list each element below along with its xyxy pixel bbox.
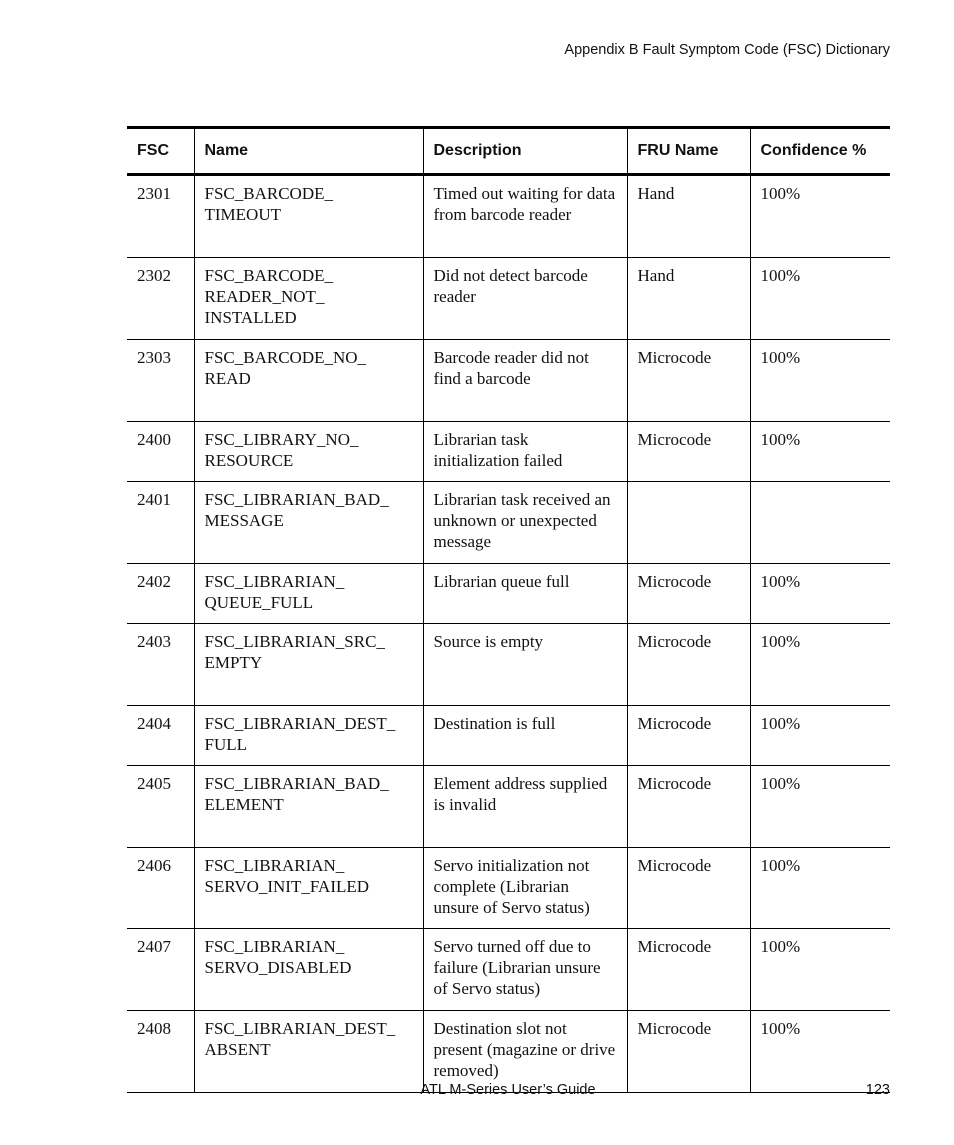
running-header: Appendix B Fault Symptom Code (FSC) Dictionary bbox=[564, 42, 890, 58]
cell-fru-name: Microcode bbox=[627, 766, 750, 848]
cell-description: Barcode reader did not find a barcode bbox=[423, 340, 627, 422]
cell-name: FSC_LIBRARIAN_ SERVO_INIT_FAILED bbox=[194, 848, 423, 929]
table-header-row bbox=[127, 128, 890, 175]
cell-fru-name: Hand bbox=[627, 175, 750, 258]
cell-fru-name: Hand bbox=[627, 258, 750, 340]
cell-confidence: 100% bbox=[750, 258, 890, 340]
table-row bbox=[127, 766, 890, 848]
table-row bbox=[127, 258, 890, 340]
cell-fsc: 2402 bbox=[127, 564, 194, 624]
cell-description: Librarian task initialization failed bbox=[423, 422, 627, 482]
table-row bbox=[127, 1011, 890, 1093]
cell-name: FSC_LIBRARIAN_BAD_ ELEMENT bbox=[194, 766, 423, 848]
table-row bbox=[127, 706, 890, 766]
cell-name: FSC_LIBRARIAN_SRC_ EMPTY bbox=[194, 624, 423, 706]
cell-name: FSC_LIBRARY_NO_ RESOURCE bbox=[194, 422, 423, 482]
cell-confidence: 100% bbox=[750, 422, 890, 482]
cell-description: Timed out waiting for data from barcode reader bbox=[423, 175, 627, 258]
cell-description: Librarian task received an unknown or unexpected message bbox=[423, 482, 627, 564]
cell-description: Destination is full bbox=[423, 706, 627, 766]
table-row bbox=[127, 624, 890, 706]
cell-description: Destination slot not present (magazine or drive removed) bbox=[423, 1011, 627, 1093]
cell-fsc: 2406 bbox=[127, 848, 194, 929]
cell-fru-name: Microcode bbox=[627, 422, 750, 482]
cell-fru-name bbox=[627, 482, 750, 564]
cell-confidence: 100% bbox=[750, 175, 890, 258]
cell-fsc: 2408 bbox=[127, 1011, 194, 1093]
table-row bbox=[127, 422, 890, 482]
column-header-fsc: FSC bbox=[127, 128, 194, 175]
cell-confidence: 100% bbox=[750, 1011, 890, 1093]
table-row bbox=[127, 564, 890, 624]
cell-description: Source is empty bbox=[423, 624, 627, 706]
cell-name: FSC_BARCODE_ TIMEOUT bbox=[194, 175, 423, 258]
cell-fru-name: Microcode bbox=[627, 564, 750, 624]
column-header-description: Description bbox=[423, 128, 627, 175]
cell-name: FSC_LIBRARIAN_ SERVO_DISABLED bbox=[194, 929, 423, 1011]
cell-fsc: 2403 bbox=[127, 624, 194, 706]
cell-description: Element address supplied is invalid bbox=[423, 766, 627, 848]
cell-confidence: 100% bbox=[750, 766, 890, 848]
column-header-fru-name: FRU Name bbox=[627, 128, 750, 175]
column-header-name: Name bbox=[194, 128, 423, 175]
table-row bbox=[127, 175, 890, 258]
cell-fsc: 2405 bbox=[127, 766, 194, 848]
table-row bbox=[127, 848, 890, 929]
cell-name: FSC_LIBRARIAN_DEST_ ABSENT bbox=[194, 1011, 423, 1093]
cell-fsc: 2404 bbox=[127, 706, 194, 766]
cell-name: FSC_LIBRARIAN_DEST_ FULL bbox=[194, 706, 423, 766]
cell-confidence: 100% bbox=[750, 564, 890, 624]
page-number: 123 bbox=[865, 1082, 890, 1098]
cell-fru-name: Microcode bbox=[627, 624, 750, 706]
cell-fsc: 2400 bbox=[127, 422, 194, 482]
cell-fsc: 2303 bbox=[127, 340, 194, 422]
cell-name: FSC_BARCODE_NO_ READ bbox=[194, 340, 423, 422]
cell-description: Servo initialization not complete (Librarian unsure of Servo status) bbox=[423, 848, 627, 929]
cell-confidence: 100% bbox=[750, 706, 890, 766]
cell-description: Did not detect barcode reader bbox=[423, 258, 627, 340]
cell-fsc: 2401 bbox=[127, 482, 194, 564]
cell-fsc: 2302 bbox=[127, 258, 194, 340]
cell-description: Servo turned off due to failure (Librarian unsure of Servo status) bbox=[423, 929, 627, 1011]
cell-fru-name: Microcode bbox=[627, 929, 750, 1011]
fsc-dictionary-table bbox=[127, 126, 890, 1093]
footer-guide-title-text: ATL M-Series User’s Guide bbox=[420, 1082, 596, 1098]
table-row bbox=[127, 482, 890, 564]
cell-name: FSC_LIBRARIAN_ QUEUE_FULL bbox=[194, 564, 423, 624]
cell-name: FSC_LIBRARIAN_BAD_ MESSAGE bbox=[194, 482, 423, 564]
table-row bbox=[127, 929, 890, 1011]
cell-confidence: 100% bbox=[750, 929, 890, 1011]
cell-fru-name: Microcode bbox=[627, 848, 750, 929]
cell-fsc: 2407 bbox=[127, 929, 194, 1011]
cell-name: FSC_BARCODE_ READER_NOT_ INSTALLED bbox=[194, 258, 423, 340]
footer-guide-title bbox=[0, 1082, 954, 1098]
cell-confidence bbox=[750, 482, 890, 564]
cell-fru-name: Microcode bbox=[627, 1011, 750, 1093]
cell-fru-name: Microcode bbox=[627, 706, 750, 766]
cell-fru-name: Microcode bbox=[627, 340, 750, 422]
cell-confidence: 100% bbox=[750, 848, 890, 929]
cell-confidence: 100% bbox=[750, 624, 890, 706]
cell-confidence: 100% bbox=[750, 340, 890, 422]
table-row bbox=[127, 340, 890, 422]
column-header-confidence: Confidence % bbox=[750, 128, 890, 175]
cell-fsc: 2301 bbox=[127, 175, 194, 258]
cell-description: Librarian queue full bbox=[423, 564, 627, 624]
